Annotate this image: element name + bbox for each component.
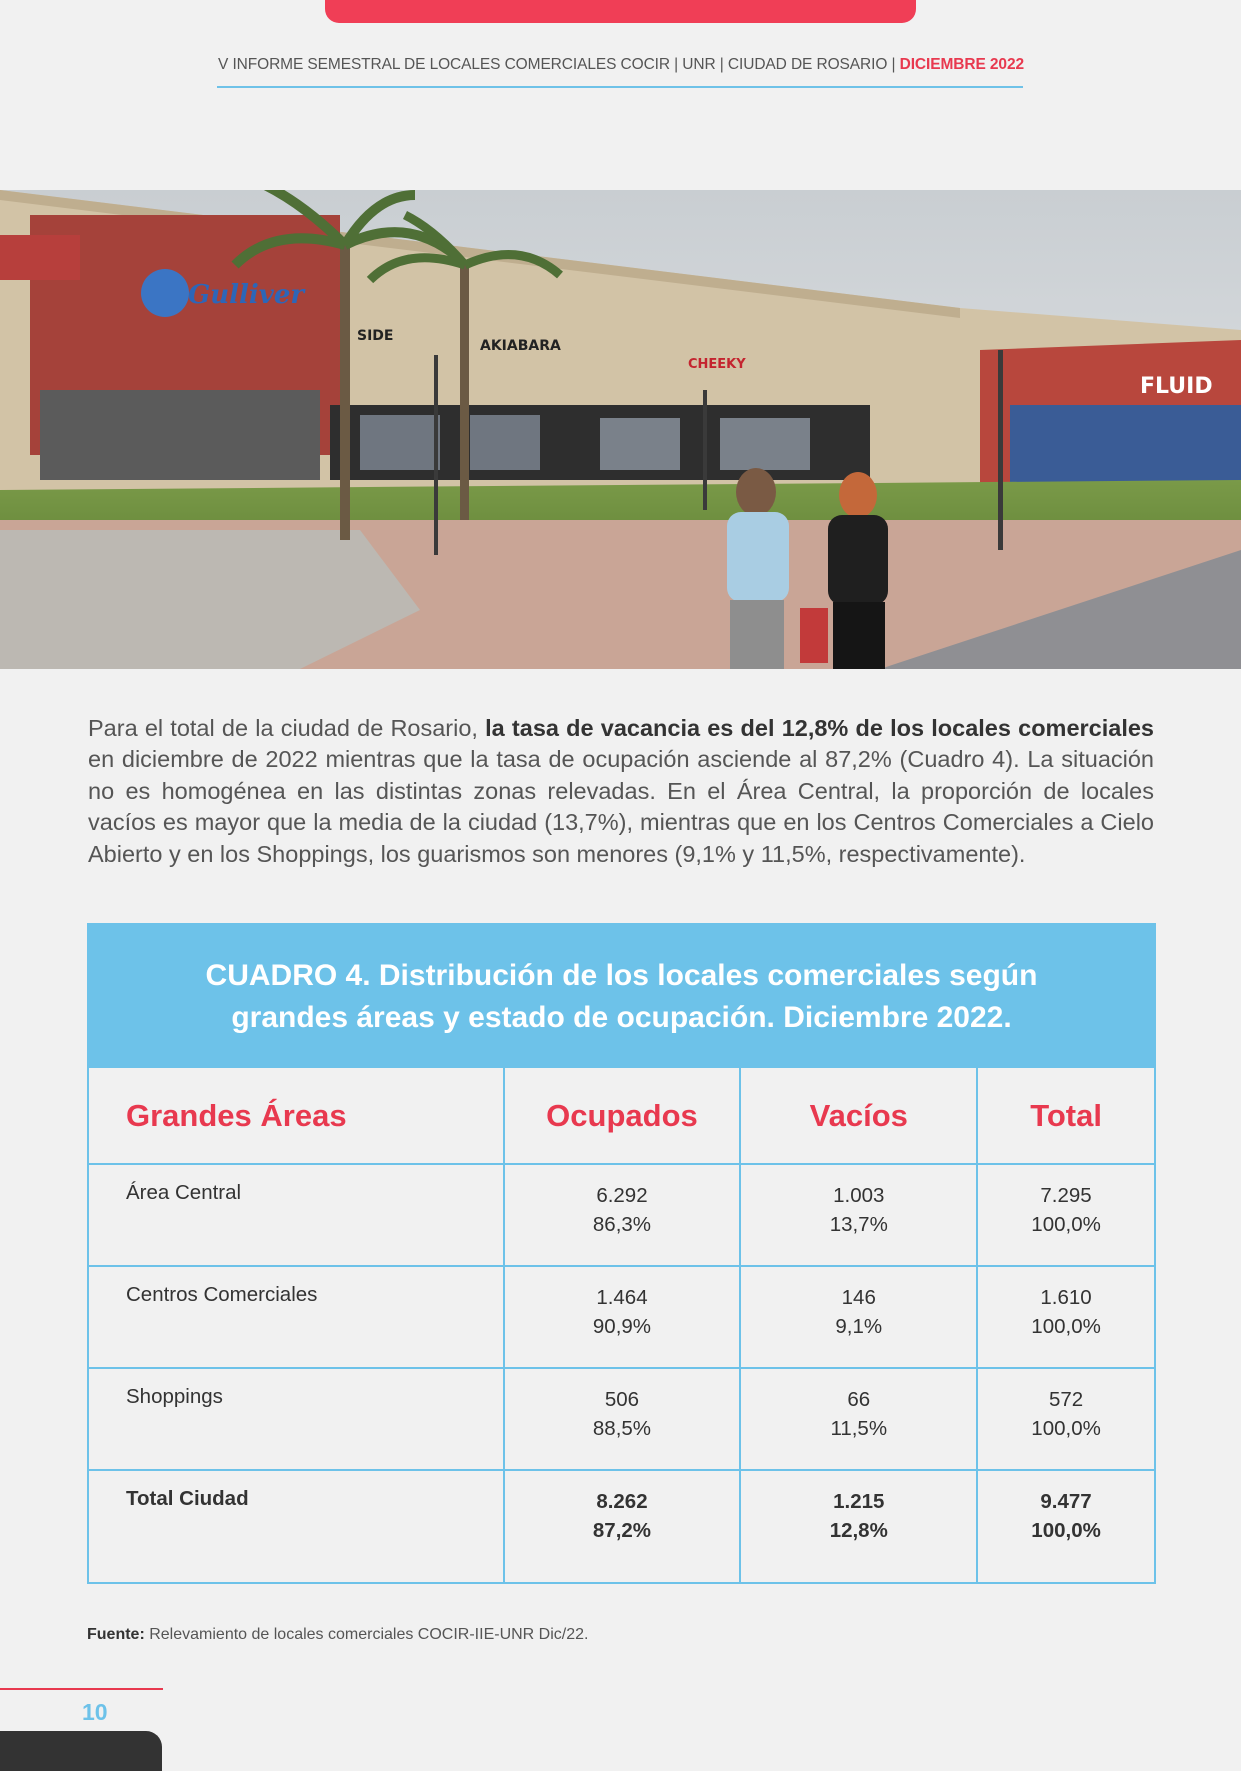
cell-value: 6.292 xyxy=(596,1184,648,1207)
running-header xyxy=(218,56,1023,74)
cell-percent: 87,2% xyxy=(592,1519,652,1542)
cell-total xyxy=(977,1164,1155,1266)
footer-rule xyxy=(0,1688,163,1690)
table-total-row xyxy=(88,1470,1155,1583)
table-body xyxy=(87,1066,1156,1584)
cell-value: 66 xyxy=(847,1388,871,1411)
cell-percent: 90,9% xyxy=(592,1315,652,1338)
cell-total xyxy=(977,1266,1155,1368)
sign-fluid: FLUID xyxy=(1140,374,1213,399)
sign-side: SIDE xyxy=(357,328,394,344)
cell-value: 1.610 xyxy=(1040,1286,1092,1309)
cell-vacios xyxy=(740,1164,977,1266)
cell-percent: 86,3% xyxy=(592,1213,652,1236)
cell-percent: 11,5% xyxy=(830,1417,888,1440)
sign-gulliver: Gulliver xyxy=(188,280,305,310)
cell-value: 1.215 xyxy=(833,1490,885,1513)
cell-percent: 9,1% xyxy=(835,1315,883,1338)
table-row xyxy=(88,1164,1155,1266)
cell-ocupados xyxy=(504,1470,741,1583)
cell-value: 572 xyxy=(1048,1388,1084,1411)
table-row xyxy=(88,1266,1155,1368)
cell-percent: 12,8% xyxy=(829,1519,888,1542)
cell-percent: 100,0% xyxy=(1031,1519,1101,1542)
cell-vacios xyxy=(740,1470,977,1583)
cell-value: 8.262 xyxy=(596,1490,648,1513)
source-note xyxy=(87,1626,588,1644)
running-header-title: V INFORME SEMESTRAL DE LOCALES COMERCIALES COCIR | UNR | CIUDAD DE ROSARIO | xyxy=(218,56,900,73)
cell-value: 1.464 xyxy=(596,1286,648,1309)
row-area-label: Centros Comerciales xyxy=(88,1266,504,1368)
cell-percent: 88,5% xyxy=(592,1417,652,1440)
intro-paragraph xyxy=(88,713,1154,870)
cell-value: 9.477 xyxy=(1040,1490,1092,1513)
cell-value: 146 xyxy=(841,1286,876,1309)
cell-vacios xyxy=(740,1368,977,1470)
table-title-line1: CUADRO 4. Distribución de los locales comerciales según xyxy=(205,959,1038,992)
shopping-center-photo xyxy=(0,190,1241,669)
header-rule xyxy=(217,86,1023,88)
cell-total xyxy=(977,1368,1155,1470)
running-header-date: DICIEMBRE 2022 xyxy=(899,56,1024,73)
table-header-row xyxy=(88,1067,1155,1164)
source-label: Fuente: xyxy=(87,1626,145,1643)
header-ocupados: Ocupados xyxy=(504,1067,741,1164)
top-decorative-tab xyxy=(325,0,916,23)
sign-akiabara: AKIABARA xyxy=(480,338,561,354)
cell-ocupados xyxy=(504,1266,741,1368)
sign-cheeky: CHEEKY xyxy=(688,357,746,372)
cell-percent: 13,7% xyxy=(829,1213,888,1236)
cell-vacios xyxy=(740,1266,977,1368)
header-vacios: Vacíos xyxy=(740,1067,977,1164)
row-area-label: Total Ciudad xyxy=(88,1470,504,1583)
intro-text-part1: Para el total de la ciudad de Rosario, xyxy=(88,715,486,741)
cell-value: 1.003 xyxy=(833,1184,885,1207)
intro-text-part2: en diciembre de 2022 mientras que la tasa de ocupación asciende al 87,2% (Cuadro 4). La situación no es homogénea en las distintas zonas relevadas. En el Área Central, la proporción de locales vacíos es mayor que la media de la ciudad (13,7%), mientras que en los Centros Comerciales a Cielo Abierto y en los Shoppings, los guarismos son menores (9,1% y 11,5%, respectivamente). xyxy=(88,746,1154,867)
intro-text-bold: la tasa de vacancia es del 12,8% de los locales comerciales xyxy=(485,715,1154,741)
cell-ocupados xyxy=(504,1164,741,1266)
source-text: Relevamiento de locales comerciales COCIR-IIE-UNR Dic/22. xyxy=(144,1626,589,1643)
header-total: Total xyxy=(977,1067,1155,1164)
cell-percent: 100,0% xyxy=(1031,1315,1101,1338)
cell-percent: 100,0% xyxy=(1031,1213,1101,1236)
table-title xyxy=(87,923,1156,1066)
table-title-line2: grandes áreas y estado de ocupación. Diciembre 2022. xyxy=(231,1001,1012,1034)
cuadro-4-table xyxy=(87,923,1156,1584)
row-area-label: Área Central xyxy=(88,1164,504,1266)
header-grandes-areas: Grandes Áreas xyxy=(88,1067,504,1164)
cell-value: 506 xyxy=(604,1388,640,1411)
cell-percent: 100,0% xyxy=(1031,1417,1101,1440)
row-area-label: Shoppings xyxy=(88,1368,504,1470)
cell-value: 7.295 xyxy=(1040,1184,1092,1207)
cell-total xyxy=(977,1470,1155,1583)
page-number: 10 xyxy=(82,1699,108,1725)
footer-decorative-tab xyxy=(0,1731,162,1771)
table-row xyxy=(88,1368,1155,1470)
cell-ocupados xyxy=(504,1368,741,1470)
